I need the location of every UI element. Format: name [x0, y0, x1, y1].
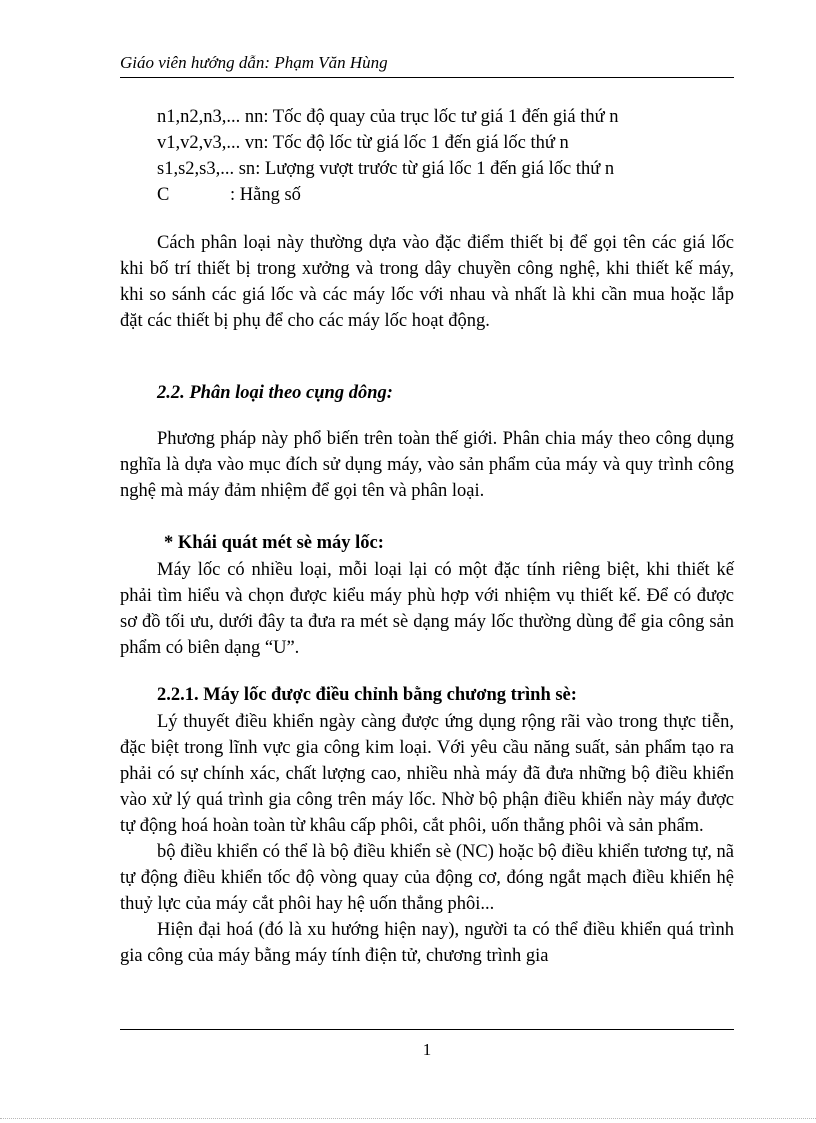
section-heading-2-2: 2.2. Phân loại theo cụng dông: [157, 383, 393, 403]
definition-text: : Lượng vượt trước từ giá lốc 1 đến giá lốc thứ n [255, 159, 615, 179]
section-heading-2-2-1: 2.2.1. Máy lốc được điều chỉnh bằng chương trình sè: [157, 685, 577, 705]
definition-symbol: C [157, 185, 170, 205]
header-divider [120, 77, 734, 78]
definition-symbol: n1,n2,n3,... nn [157, 107, 264, 127]
page-boundary [0, 1118, 816, 1119]
definition-symbol: v1,v2,v3,... vn [157, 133, 264, 153]
subheading-overview: * Khái quát mét sè máy lốc: [164, 533, 384, 553]
definition-row [157, 156, 734, 182]
paragraph-control-theory [120, 709, 734, 969]
paragraph-text: Lý thuyết điều khiển ngày càng được ứng dụng rộng rãi vào trong thực tiễn, đặc biệt trong lĩnh vực gia công kim loại. Với yêu cầu năng suất, sản phẩm tạo ra phải có sự chính xác, chất lượng cao, nhiều nhà máy đã đưa những bộ điều khiển vào xử lý quá trình gia công trên máy lốc. Nhờ bộ phận điều khiển này máy được tự động hoá hoàn toàn từ khâu cấp phôi, cắt phôi, uốn thẳng phôi và sản phẩm. [120, 712, 734, 836]
paragraph-by-usage [120, 426, 734, 504]
subheading-overview-wrap [120, 530, 734, 556]
paragraph-text: Máy lốc có nhiều loại, mỗi loại lại có một đặc tính riêng biệt, khi thiết kế phải tìm hiểu và chọn được kiểu máy phù hợp với nhiệm vụ thiết kế. Để có được sơ đồ tối ưu, dưới đây ta đưa ra mét sè dạng máy lốc thường dùng để gia công sản phẩm có biên dạng “U”. [120, 560, 734, 658]
page-number: 1 [422, 1040, 432, 1059]
paragraph-text: Phương pháp này phổ biến trên toàn thế giới. Phân chia máy theo công dụng nghĩa là dựa vào mục đích sử dụng máy, vào sản phẩm của máy và quy trình công nghệ mà máy đảm nhiệm để gọi tên và phân loại. [120, 429, 734, 501]
paragraph-machine-types [120, 557, 734, 661]
page-header: Giáo viên hướng dẫn: Phạm Văn Hùng [120, 53, 388, 72]
definition-row [157, 130, 734, 156]
section-heading-2-2-wrap [120, 380, 734, 406]
footer-divider [120, 1029, 734, 1030]
section-heading-2-2-1-wrap [120, 682, 734, 708]
paragraph-text: Hiện đại hoá (đó là xu hướng hiện nay), người ta có thể điều khiển quá trình gia công của máy bằng máy tính điện tử, chương trình gia [120, 920, 734, 966]
paragraph-text: bộ điều khiển có thể là bộ điều khiển sè (NC) hoặc bộ điều khiển tương tự, nã tự động điều khiển tốc độ vòng quay của động cơ, đóng ngắt mạch điều khiển hệ thuỷ lực của máy cắt phôi hay hệ uốn thẳng phôi... [120, 842, 734, 914]
definition-row [157, 104, 734, 130]
definition-symbol: s1,s2,s3,... sn [157, 159, 256, 179]
definition-text: : Tốc độ lốc từ giá lốc 1 đến giá lốc thứ n [263, 133, 569, 153]
paragraph-classification [120, 230, 734, 334]
definition-text: : Hằng số [230, 185, 301, 205]
definition-text: : Tốc độ quay của trục lốc tư giá 1 đến giá thứ n [263, 107, 619, 127]
definition-row [157, 182, 734, 208]
symbol-definitions [157, 104, 734, 208]
paragraph-text: Cách phân loại này thường dựa vào đặc điểm thiết bị để gọi tên các giá lốc khi bố trí thiết bị trong xưởng và trong dây chuyền công nghệ, khi thiết kế máy, khi so sánh các giá lốc và các máy lốc với nhau và nhất là khi cần mua hoặc lắp đặt các thiết bị phụ để cho các máy lốc hoạt động. [120, 233, 734, 331]
